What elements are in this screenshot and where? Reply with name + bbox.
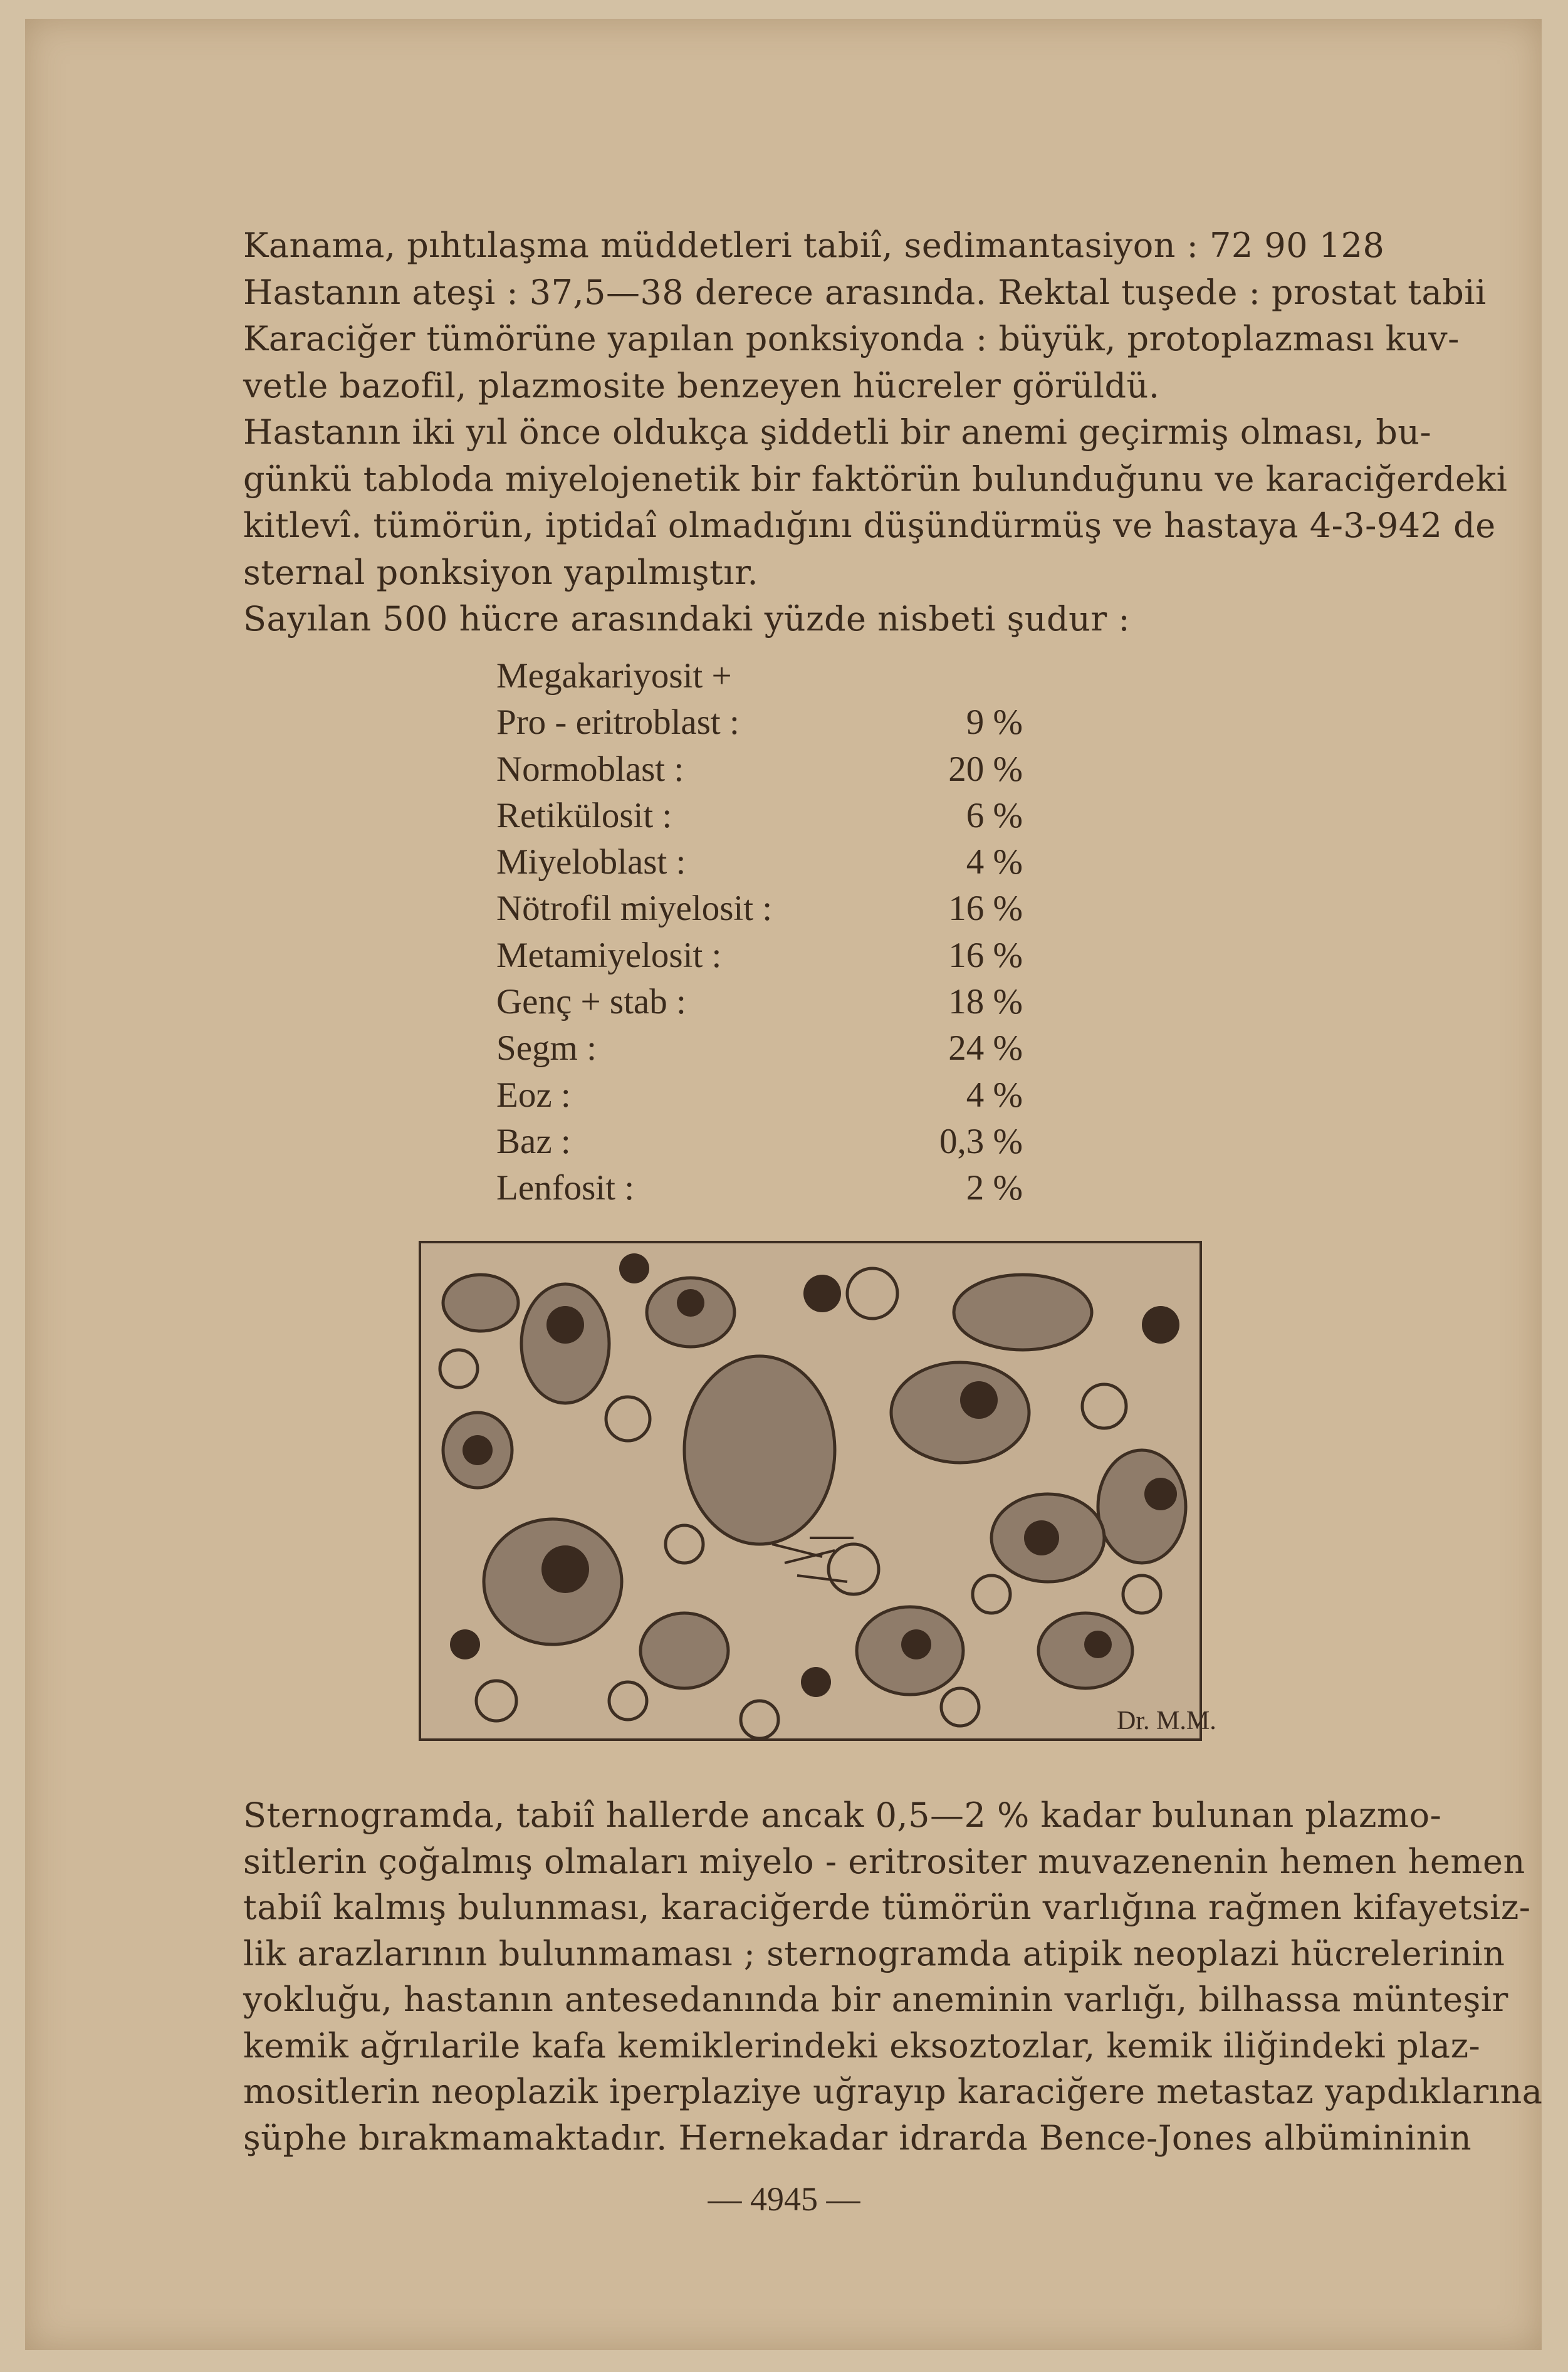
table-row [496, 839, 1060, 886]
cell-value: 16 % [948, 935, 1023, 975]
table-row [496, 1119, 1060, 1165]
text-line: Kanama, pıhtılaşma müddetleri tabiî, sedimantasiyon : 72 90 128 [243, 226, 1385, 265]
cell-name: Normoblast : [496, 749, 684, 789]
cell-value: 4 % [966, 1075, 1023, 1115]
paragraph-3 [243, 596, 1403, 643]
text-line: Sayılan 500 hücre arasındaki yüzde nisbeti şudur : [243, 599, 1131, 639]
cell-value: 24 % [948, 1028, 1023, 1068]
cell-value: 9 % [966, 703, 1023, 743]
cell-value: 20 % [948, 749, 1023, 789]
text-block-top [243, 222, 1508, 643]
paragraph-2 [243, 409, 1508, 596]
table-row [496, 699, 1060, 746]
cell-count-table [496, 653, 1060, 1212]
cell-name: Segm : [496, 1028, 597, 1068]
table-row [496, 1025, 1060, 1072]
text-line: günkü tabloda miyelojenetik bir faktörün bulunduğunu ve karaciğerdeki [243, 459, 1508, 499]
table-row [496, 746, 1060, 793]
text-line: tabiî kalmış bulunması, karaciğerde tümörün varlığına rağmen kifayetsiz- [243, 1888, 1531, 1927]
page-number: — 4945 — [708, 2180, 860, 2218]
text-line: Sternogramda, tabiî hallerde ancak 0,5—2 % kadar bulunan plazmo- [243, 1795, 1442, 1835]
cell-name: Pro - eritroblast : [496, 703, 740, 743]
cell-value: 18 % [948, 982, 1023, 1022]
text-line: kitlevî. tümörün, iptidaî olmadığını düşündürmüş ve hastaya 4-3-942 de [243, 506, 1496, 545]
paragraph-1 [243, 222, 1487, 409]
cell-name: Lenfosit : [496, 1168, 635, 1208]
cell-name: Megakariyosit + [496, 656, 732, 696]
cell-name: Nötrofil miyelosit : [496, 889, 773, 929]
cell-name: Eoz : [496, 1075, 571, 1115]
cell-value: 2 % [966, 1168, 1023, 1208]
bone-marrow-illustration [419, 1241, 1216, 1741]
table-row [496, 653, 1060, 699]
cell-value: 16 % [948, 889, 1023, 929]
cell-name: Genç + stab : [496, 982, 686, 1022]
table-row [496, 933, 1060, 979]
text-line: Hastanın ateşi : 37,5—38 derece arasında. Rektal tuşede : prostat tabii [243, 272, 1487, 312]
text-line: mositlerin neoplazik iperplaziye uğrayıp karaciğere metastaz yapdıklarına [243, 2072, 1543, 2111]
text-line: Karaciğer tümörüne yapılan ponksiyonda : büyük, protoplazması kuv- [243, 319, 1460, 358]
cell-name: Baz : [496, 1121, 571, 1161]
text-line: kemik ağrılarile kafa kemiklerindeki eksoztozlar, kemik iliğindeki plaz- [243, 2025, 1481, 2066]
cell-value: 0,3 % [939, 1121, 1023, 1161]
table-row [496, 1165, 1060, 1211]
table-row [496, 979, 1060, 1025]
illustrator-signature: Dr. M.M. [1117, 1706, 1216, 1735]
cell-drawing [421, 1243, 1216, 1738]
table-row [496, 793, 1060, 839]
text-line: Hastanın iki yıl önce oldukça şiddetli bir anemi geçirmiş olması, bu- [243, 412, 1432, 452]
cell-name: Metamiyelosit : [496, 935, 722, 975]
cell-name: Retikülosit : [496, 795, 672, 835]
text-line: sternal ponksiyon yapılmıştır. [243, 552, 759, 592]
cell-value: 4 % [966, 842, 1023, 882]
text-line: sitlerin çoğalmış olmaları miyelo - eritrositer muvazenenin hemen hemen [243, 1841, 1525, 1881]
table-row [496, 1072, 1060, 1119]
text-line: yokluğu, hastanın antesedanında bir aneminin varlığı, bilhassa münteşir [243, 1980, 1508, 2019]
cell-value: 6 % [966, 795, 1023, 835]
text-line: lik arazlarının bulunmaması ; sternogramda atipik neoplazi hücrelerinin [243, 1933, 1505, 1973]
text-line: vetle bazofil, plazmosite benzeyen hücreler görüldü. [243, 365, 1160, 405]
table-row [496, 886, 1060, 932]
paragraph-4 [243, 1792, 1543, 2161]
cell-name: Miyeloblast : [496, 842, 686, 882]
text-line: şüphe bırakmamaktadır. Hernekadar idrarda Bence-Jones albümininin [243, 2118, 1472, 2158]
